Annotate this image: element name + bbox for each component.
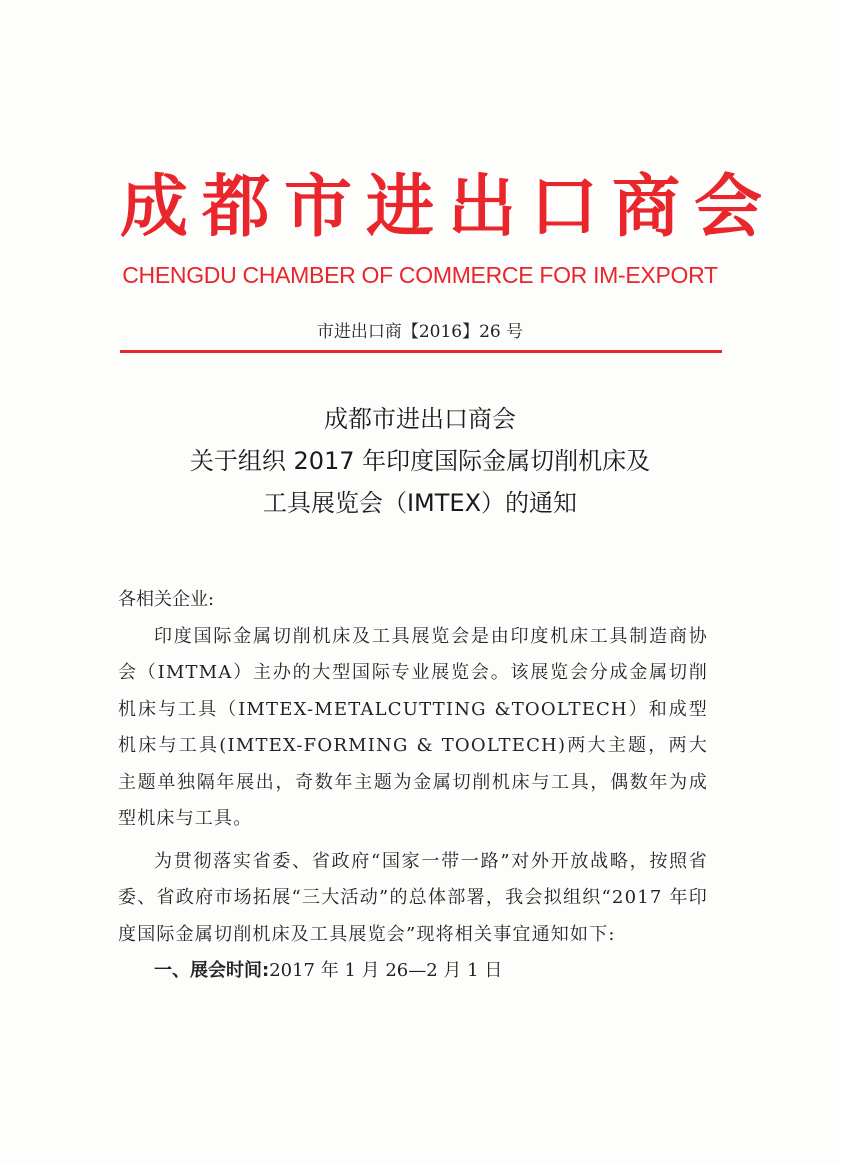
document-body [118,582,708,990]
letterhead-org-name-english: CHENGDU CHAMBER OF COMMERCE FOR IM-EXPORT [122,262,718,288]
letterhead-org-name: 成都市进出口商会 [120,167,777,247]
salutation: 各相关企业: [118,589,215,610]
title-line-2: 关于组织 2017 年印度国际金属切削机床及 [189,447,651,475]
paragraph-exhibition-intro: 印度国际金属切削机床及工具展览会是由印度机床工具制造商协会（IMTMA）主办的大型国际专业展览会。该展览会分成金属切削机床与工具（IMTEX-METALCUTTING &TOOLTECH）和成型机床与工具(IMTEX-FORMING & TOOLTECH)两大主题，两大主题单独隔年展出，奇数年主题为金属切削机床与工具，偶数年为成型机床与工具。 [118,625,708,829]
title-line-3: 工具展览会（IMTEX）的通知 [262,489,578,517]
paragraph-organization-plan: 为贯彻落实省委、省政府“国家一带一路”对外开放战略，按照省委、省政府市场拓展“三大活动”的总体部署，我会拟组织“2017 年印度国际金属切削机床及工具展览会”现将相关事宜通知如下: [118,850,708,945]
section-label: 一、展会时间: [154,960,270,981]
letterhead-divider [120,350,722,353]
title-line-1: 成都市进出口商会 [324,405,516,433]
section-exhibition-time [118,953,708,990]
document-title [100,398,740,524]
document-number: 市进出口商【2016】26 号 [316,322,524,342]
section-value: 2017 年 1 月 26—2 月 1 日 [269,960,503,981]
